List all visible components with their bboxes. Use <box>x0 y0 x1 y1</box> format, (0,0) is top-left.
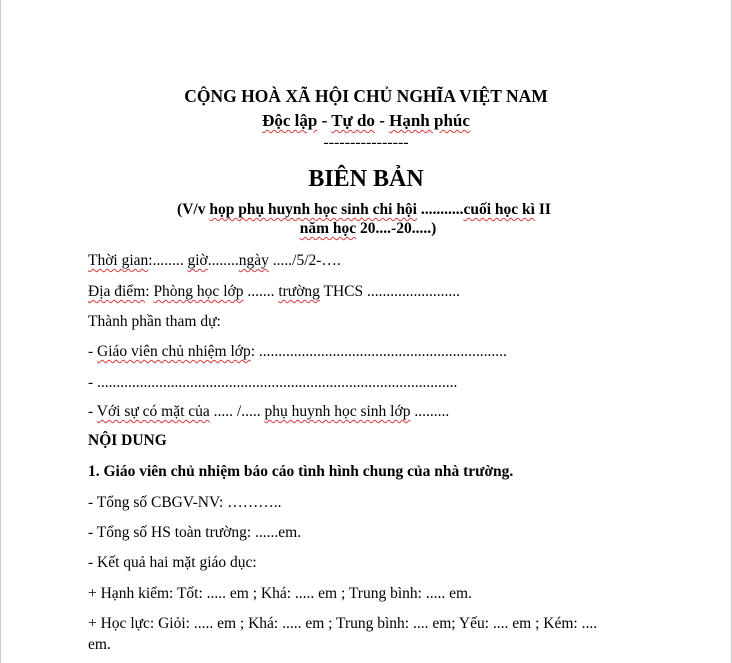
section-1-heading: 1. Giáo viên chủ nhiệm báo cáo tình hình chung của nhà trường. <box>88 463 514 480</box>
motto-happiness: Hạnh phúc <box>389 111 470 130</box>
meeting-time: Thời gian:........ giờ........ngày ...../5/2-…. <box>88 252 341 269</box>
meeting-place: Địa điểm: Phòng học lớp ....... trường THCS ........................ <box>88 283 460 300</box>
academic-results-line: + Học lực: Giỏi: ..... em ; Khá: ..... em ; Trung bình: .... em; Yếu: .... em ; Kém: .... <box>88 615 598 632</box>
national-title <box>0 86 732 107</box>
student-count-line: - Tổng số HS toàn trường: ......em. <box>88 524 302 541</box>
document-subtitle-line1: (V/v họp phụ huynh học sinh chi hội ...........cuối học kì II <box>177 201 551 218</box>
motto-independence: Độc lập <box>262 111 318 130</box>
homeroom-teacher-line: - Giáo viên chủ nhiệm lớp: ................................................................ <box>88 343 507 360</box>
header-divider: ---------------- <box>323 134 409 151</box>
content-heading: NỘI DUNG <box>88 432 167 449</box>
document-title: BIÊN BẢN <box>308 166 424 192</box>
attendees-label: Thành phần tham dự: <box>88 313 221 330</box>
country-name: CỘNG HOÀ XÃ HỘI CHỦ NGHĨA VIỆT NAM <box>184 86 548 106</box>
document-subtitle-line2: năm học 20....-20.....) <box>299 220 437 237</box>
staff-count-line: - Tổng số CBGV-NV: ……….. <box>88 494 282 511</box>
conduct-results-line: + Hạnh kiểm: Tốt: ..... em ; Khá: ..... em ; Trung bình: ..... em. <box>88 585 472 602</box>
motto: Độc lập - Tự do - Hạnh phúc <box>262 111 470 130</box>
academic-results-continuation: em. <box>88 636 111 653</box>
parents-presence-line: - Với sự có mặt của ..... /..... phụ huynh học sinh lớp ......... <box>88 403 450 420</box>
education-results-line: - Kết quả hai mặt giáo dục: <box>88 554 257 571</box>
blank-attendee-line: - ............................................................................................. <box>88 374 458 391</box>
motto-freedom: Tự do <box>331 111 375 130</box>
